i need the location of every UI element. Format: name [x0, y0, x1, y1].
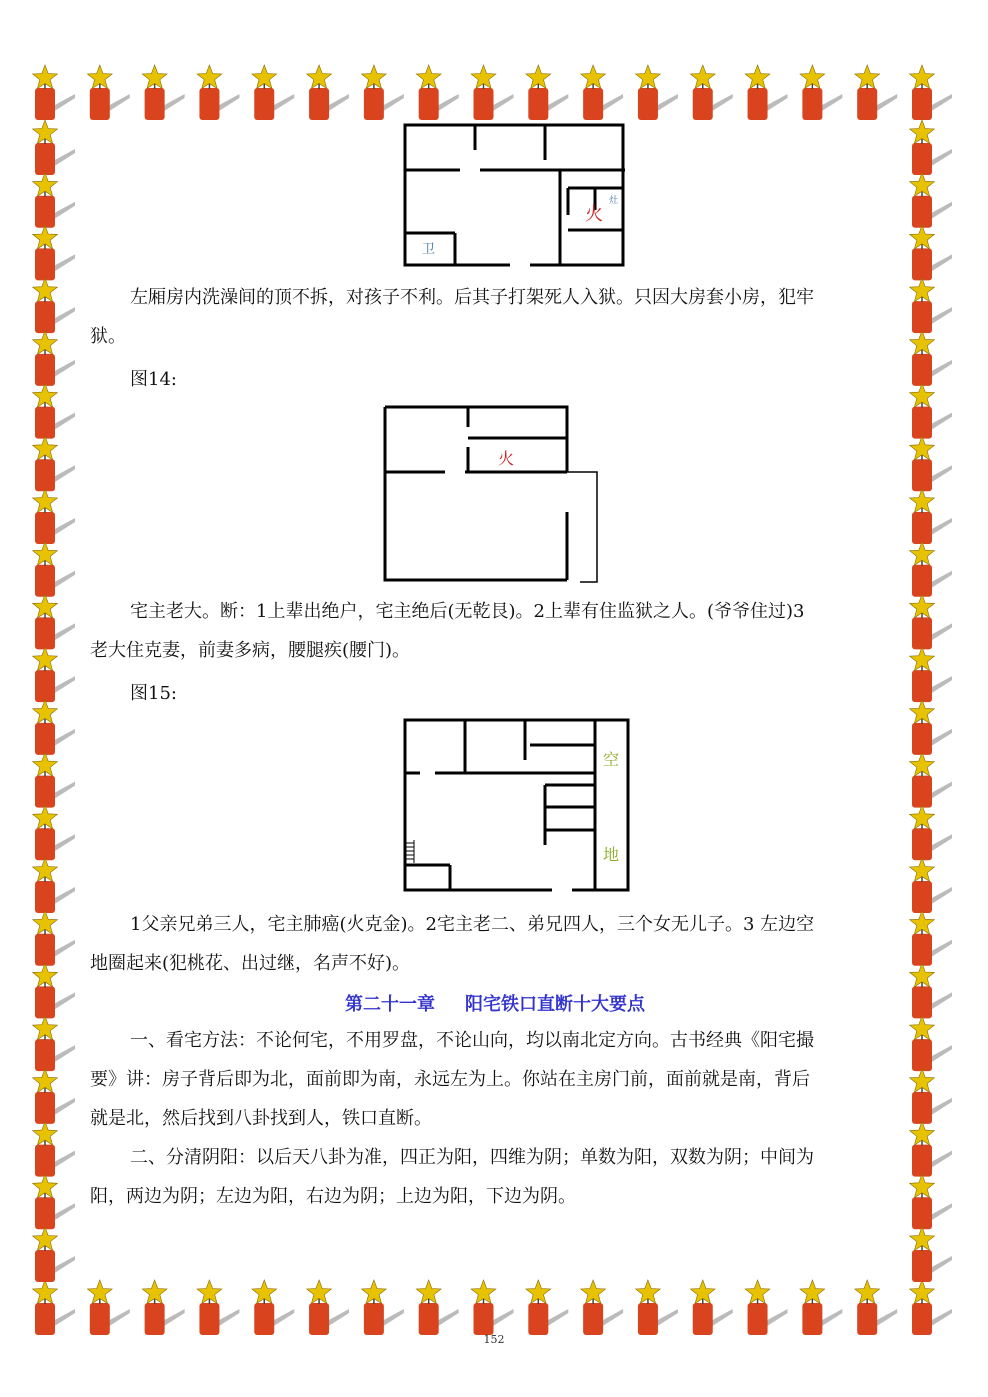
paragraph-line: 就是北，然后找到八卦找到人，铁口直断。	[90, 1108, 432, 1129]
candle-star-icon	[910, 225, 952, 280]
chapter-heading	[90, 990, 900, 1016]
candle-star-icon	[33, 911, 75, 966]
candle-star-icon	[910, 647, 952, 702]
fire-label: 火	[498, 449, 515, 468]
floor-plan-figure-14	[380, 402, 605, 586]
candle-star-icon	[910, 805, 952, 860]
candle-star-icon	[471, 1280, 513, 1335]
candle-star-icon	[800, 1280, 842, 1335]
candle-star-icon	[33, 858, 75, 913]
paragraph-line: 老大住克妻，前妻多病，腰腿疾(腰门)。	[90, 640, 411, 661]
candle-star-icon	[910, 436, 952, 491]
floor-plan-figure-15	[400, 715, 632, 895]
candle-star-icon	[581, 1280, 623, 1335]
candle-star-icon	[910, 1227, 952, 1282]
candle-star-icon	[745, 1280, 787, 1335]
candle-star-icon	[33, 805, 75, 860]
candle-star-icon	[910, 700, 952, 755]
paragraph-1	[90, 278, 900, 356]
candle-star-icon	[910, 65, 952, 120]
candle-star-icon	[33, 120, 75, 175]
candle-star-icon	[33, 1280, 75, 1335]
candle-star-icon	[416, 1280, 458, 1335]
floor-plan-figure-13	[400, 120, 630, 270]
candle-star-icon	[307, 65, 349, 120]
candle-star-icon	[33, 1016, 75, 1071]
candle-star-icon	[33, 963, 75, 1018]
candle-star-icon	[33, 647, 75, 702]
candle-star-icon	[33, 489, 75, 544]
candle-star-icon	[416, 65, 458, 120]
candle-star-icon	[33, 1227, 75, 1282]
paragraph-line: 地圈起来(犯桃花、出过继，名声不好)。	[90, 953, 411, 974]
candle-star-icon	[910, 1016, 952, 1071]
candle-star-icon	[197, 1280, 239, 1335]
candle-star-icon	[33, 542, 75, 597]
fire-label: 火	[585, 204, 603, 225]
candle-star-icon	[910, 331, 952, 386]
figure-14-label: 图14:	[130, 369, 177, 390]
paragraph-5	[90, 1138, 900, 1216]
paragraph-line: 宅主老大。断：1上辈出绝户，宅主绝后(无乾艮)。2上辈有住监狱之人。(爷爷住过)3	[130, 601, 805, 622]
candle-star-icon	[910, 384, 952, 439]
candle-star-icon	[910, 1122, 952, 1177]
candle-star-icon	[910, 489, 952, 544]
candle-star-icon	[636, 1280, 678, 1335]
candle-star-icon	[526, 65, 568, 120]
candle-star-icon	[33, 1122, 75, 1177]
candle-star-icon	[745, 65, 787, 120]
candle-star-icon	[87, 65, 129, 120]
candle-star-icon	[910, 278, 952, 333]
candle-star-icon	[252, 1280, 294, 1335]
candle-star-icon	[910, 173, 952, 228]
empty-land-label-bottom: 地	[603, 845, 620, 864]
toilet-label: 卫	[422, 242, 436, 257]
candle-star-icon	[910, 858, 952, 913]
candle-star-icon	[636, 65, 678, 120]
figure-15-label: 图15:	[130, 683, 177, 704]
candle-star-icon	[690, 65, 732, 120]
paragraph-2	[90, 592, 900, 670]
candle-star-icon	[33, 1174, 75, 1229]
paragraph-line: 1父亲兄弟三人，宅主肺癌(火克金)。2宅主老二、弟兄四人，三个女无儿子。3 左边空	[130, 914, 815, 935]
candle-star-icon	[910, 542, 952, 597]
candle-star-icon	[526, 1280, 568, 1335]
candle-star-icon	[33, 331, 75, 386]
candle-star-icon	[855, 1280, 897, 1335]
candle-star-icon	[33, 436, 75, 491]
candle-star-icon	[33, 65, 75, 120]
paragraph-4	[90, 1021, 900, 1138]
candle-star-icon	[362, 1280, 404, 1335]
candle-star-icon	[33, 173, 75, 228]
candle-star-icon	[855, 65, 897, 120]
candle-star-icon	[142, 65, 184, 120]
candle-star-icon	[910, 911, 952, 966]
candle-star-icon	[362, 65, 404, 120]
candle-star-icon	[581, 65, 623, 120]
candle-star-icon	[910, 1280, 952, 1335]
paragraph-line: 左厢房内洗澡间的顶不拆，对孩子不利。后其子打架死人入狱。只因大房套小房，犯牢	[130, 287, 814, 308]
paragraph-3	[90, 905, 900, 983]
candle-star-icon	[33, 225, 75, 280]
candle-star-icon	[910, 594, 952, 649]
candle-star-icon	[142, 1280, 184, 1335]
chapter-number: 第二十一章	[345, 994, 435, 1015]
paragraph-line: 一、看宅方法：不论何宅，不用罗盘，不论山向，均以南北定方向。古书经典《阳宅撮	[130, 1030, 814, 1051]
candle-star-icon	[87, 1280, 129, 1335]
stove-label: 灶	[609, 196, 619, 206]
candle-star-icon	[910, 120, 952, 175]
candle-star-icon	[33, 594, 75, 649]
candle-star-icon	[33, 753, 75, 808]
candle-star-icon	[33, 700, 75, 755]
candle-star-icon	[910, 1069, 952, 1124]
candle-star-icon	[690, 1280, 732, 1335]
candle-star-icon	[33, 1069, 75, 1124]
candle-star-icon	[307, 1280, 349, 1335]
candle-star-icon	[471, 65, 513, 120]
candle-star-icon	[33, 278, 75, 333]
candle-star-icon	[800, 65, 842, 120]
paragraph-line: 阳，两边为阴；左边为阳，右边为阴；上边为阳，下边为阴。	[90, 1186, 576, 1207]
empty-land-label-top: 空	[603, 750, 620, 769]
candle-star-icon	[910, 1174, 952, 1229]
candle-star-icon	[197, 65, 239, 120]
candle-star-icon	[910, 963, 952, 1018]
candle-star-icon	[910, 753, 952, 808]
candle-star-icon	[252, 65, 294, 120]
paragraph-line: 狱。	[90, 326, 126, 347]
paragraph-line: 要》讲：房子背后即为北，面前即为南，永远左为上。你站在主房门前，面前就是南，背后	[90, 1069, 810, 1090]
page-number: 152	[483, 1333, 505, 1346]
candle-star-icon	[33, 384, 75, 439]
chapter-title: 阳宅铁口直断十大要点	[465, 994, 645, 1015]
paragraph-line: 二、分清阴阳：以后天八卦为准，四正为阳，四维为阴；单数为阳，双数为阴；中间为	[130, 1147, 814, 1168]
